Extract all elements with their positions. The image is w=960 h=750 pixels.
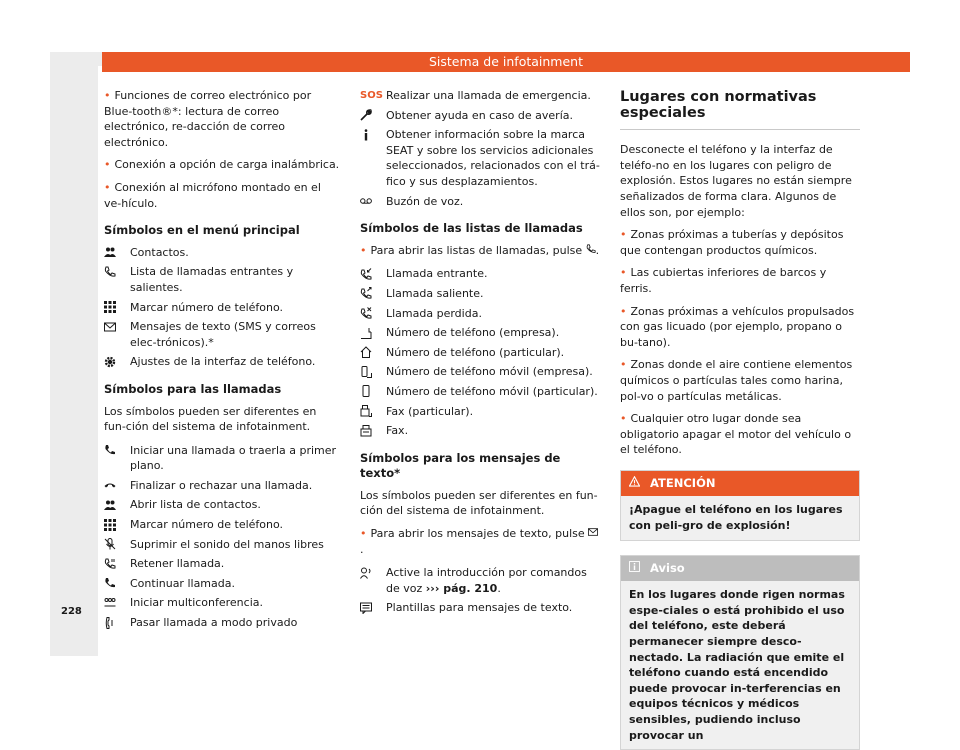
work-phone-icon	[360, 325, 386, 340]
list-item: Pasar llamada a modo privado	[104, 615, 340, 631]
missed-call-icon	[360, 306, 386, 321]
info-icon	[629, 561, 640, 575]
list-item: Llamada perdida.	[360, 306, 600, 322]
calls-intro: Los símbolos pueden ser diferentes en fun-ción del sistema de infotainment.	[104, 404, 317, 434]
intro-bullet: • Conexión a opción de carga inalámbrica.	[104, 158, 340, 172]
lists-heading: Símbolos de las listas de llamadas	[360, 221, 583, 236]
conference-icon	[104, 595, 130, 610]
envelope-icon	[104, 319, 130, 334]
hangup-icon	[104, 478, 130, 493]
phone-icon	[104, 443, 130, 458]
place-bullet: • Zonas donde el aire contiene elementos químicos o partículas tales como harina, pol-vo o partículas metálicas.	[620, 358, 853, 403]
lists-bullet: • Para abrir las listas de llamadas, pulse .	[360, 243, 600, 257]
outgoing-call-icon	[360, 286, 386, 301]
msg-bullet: • Para abrir los mensajes de texto, pulse .	[360, 526, 600, 557]
warning-triangle-icon	[629, 476, 640, 490]
phone-icon	[104, 264, 130, 279]
list-item: Fax (particular).	[360, 404, 600, 420]
fax-icon	[360, 423, 386, 438]
phone-icon	[586, 244, 596, 257]
intro-bullet: • Funciones de correo electrónico por Blue-tooth®*: lectura de correo electrónico, re-dacción de correo electrónico.	[104, 89, 312, 149]
msg-heading: Símbolos para los mensajes de texto*	[360, 450, 561, 481]
section-intro: Desconecte el teléfono y la interfaz de teléfo-no en los lugares con peligro de explosión. Estos lugares no están siempre señalizados de forma clara. Algunos de ellos son, por ejemplo:	[620, 143, 852, 219]
intro-bullet: • Conexión al micrófono montado en el ve-hículo.	[104, 180, 321, 210]
list-item: Active la introducción por comandos de voz ››› pág. 210.	[360, 565, 600, 596]
wrench-icon	[360, 108, 386, 123]
note-text: En los lugares donde rigen normas espe-ciales o está prohibido el uso del teléfono, este deberá permanecer siempre desco-nectado. La radiación que emite el teléfono cuando está encendido puede provocar in-terferencias en equipos técnicos y médicos sensibles, pudiendo incluso provocar un	[621, 581, 859, 749]
list-item: Finalizar o rechazar una llamada.	[104, 478, 340, 494]
list-item: Marcar número de teléfono.	[104, 517, 340, 533]
list-item: Fax.	[360, 423, 600, 439]
list-item: Plantillas para mensajes de texto.	[360, 600, 600, 616]
handset-private-icon	[104, 615, 130, 630]
column-3	[620, 88, 860, 750]
gear-icon	[104, 354, 130, 369]
place-bullet: • Zonas próximas a vehículos propulsados con gas licuado (por ejemplo, propano o bu-tano).	[620, 304, 855, 349]
envelope-icon	[588, 527, 598, 540]
list-item: Retener llamada.	[104, 556, 340, 572]
incoming-call-icon	[360, 266, 386, 281]
list-item: Buzón de voz.	[360, 194, 600, 210]
phone-hold-icon	[104, 556, 130, 571]
list-item: Ajustes de la interfaz de teléfono.	[104, 354, 340, 370]
mic-off-icon	[104, 537, 130, 552]
list-item: Iniciar una llamada o traerla a primer plano.	[104, 443, 340, 474]
place-bullet: • Cualquier otro lugar donde sea obligatorio apagar el motor del vehículo o el teléfono.	[620, 412, 852, 457]
info-icon	[360, 127, 386, 142]
list-item: Marcar número de teléfono.	[104, 300, 340, 316]
header-title: Sistema de infotainment	[428, 54, 583, 69]
place-bullet: • Las cubiertas inferiores de barcos y ferris.	[620, 266, 827, 295]
list-item: Número de teléfono (particular).	[360, 345, 600, 361]
list-item: Llamada entrante.	[360, 266, 600, 282]
contacts-icon	[104, 497, 130, 512]
page-frame	[50, 52, 910, 742]
calls-heading: Símbolos para las llamadas	[104, 381, 282, 396]
page-number: 228	[61, 606, 82, 617]
list-item: Contactos.	[104, 245, 340, 261]
list-item: Lista de llamadas entrantes y salientes.	[104, 264, 340, 295]
list-item: Obtener información sobre la marca SEAT y sobre los servicios adicionales seleccionados, relacionados con el trá-fico y sus desplazamientos.	[360, 127, 600, 189]
column-2	[360, 88, 600, 620]
mobile-icon	[360, 384, 386, 399]
fax-work-icon	[360, 404, 386, 419]
keypad-icon	[104, 300, 130, 315]
list-item: Llamada saliente.	[360, 286, 600, 302]
note-box	[620, 555, 860, 750]
column-1	[104, 88, 340, 635]
voicemail-icon	[360, 194, 386, 209]
work-mobile-icon	[360, 364, 386, 379]
warning-header: ATENCIÓN	[621, 471, 859, 497]
page-reference-link[interactable]: ››› pág. 210	[425, 581, 498, 595]
list-item: Número de teléfono (empresa).	[360, 325, 600, 341]
contacts-icon	[104, 245, 130, 260]
keypad-icon	[104, 517, 130, 532]
list-item: Continuar llamada.	[104, 576, 340, 592]
msg-intro: Los símbolos pueden ser diferentes en fun-ción del sistema de infotainment.	[360, 488, 598, 518]
list-item: Abrir lista de contactos.	[104, 497, 340, 513]
voice-command-icon	[360, 565, 386, 580]
templates-icon	[360, 600, 386, 615]
header-band	[102, 52, 910, 72]
place-bullet: • Zonas próximas a tuberías y depósitos que contengan productos químicos.	[620, 228, 844, 257]
list-item: Número de teléfono móvil (particular).	[360, 384, 600, 400]
home-phone-icon	[360, 345, 386, 360]
list-item: Iniciar multiconferencia.	[104, 595, 340, 611]
list-item: Mensajes de texto (SMS y correos elec-trónicos).*	[104, 319, 340, 350]
list-item: Número de teléfono móvil (empresa).	[360, 364, 600, 380]
note-header: Aviso	[621, 556, 859, 582]
warning-box	[620, 470, 860, 541]
section-title: Lugares con normativas especiales	[620, 88, 860, 130]
phone-icon	[104, 576, 130, 591]
list-item: Suprimir el sonido del manos libres	[104, 537, 340, 553]
list-item: Obtener ayuda en caso de avería.	[360, 108, 600, 124]
sos-icon: SOS	[360, 90, 383, 101]
menu-heading: Símbolos en el menú principal	[104, 223, 300, 238]
list-item: SOS Realizar una llamada de emergencia.	[360, 89, 591, 102]
warning-text: ¡Apague el teléfono en los lugares con peli-gro de explosión!	[621, 496, 859, 539]
